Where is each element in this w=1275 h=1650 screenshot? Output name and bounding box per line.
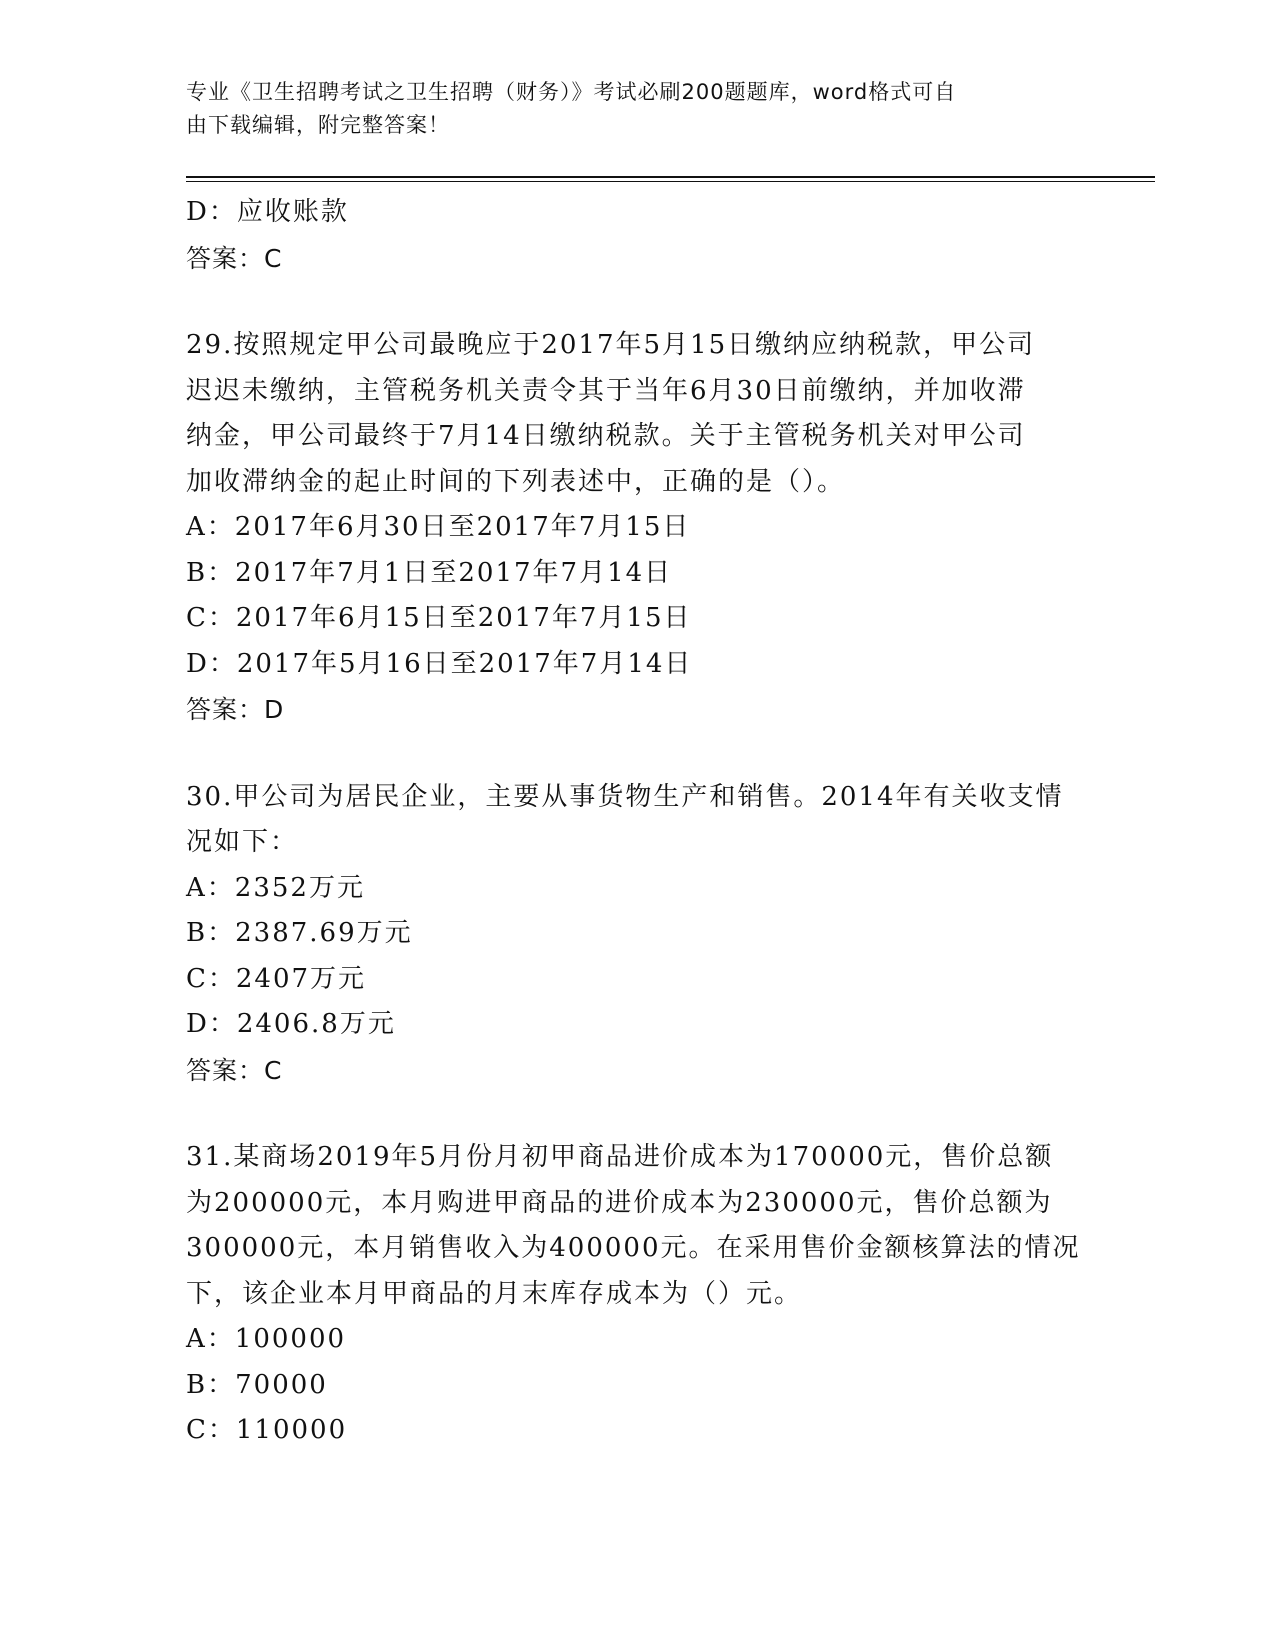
answer-line: 答案：C [186,243,283,273]
question-29 [186,323,1076,733]
option-b: B：70000 [186,1369,328,1400]
question-stem-line: 300000元，本月销售收入为400000元。在采用售价金额核算法的情况 [186,1233,1081,1263]
option-b: B：2017年7月1日至2017年7月14日 [186,557,673,588]
question-28-tail [186,190,1076,281]
question-list [186,190,1081,1454]
question-stem-line: 为200000元，本月购进甲商品的进价成本为230000元，售价总额为 [186,1187,1053,1218]
question-30 [186,775,1076,1094]
option-a: A：2352万元 [186,872,365,903]
option-c: C：110000 [186,1415,348,1445]
question-stem-line: 下，该企业本月甲商品的月末库存成本为（）元。 [186,1278,803,1309]
option-c: C：2017年6月15日至2017年7月15日 [186,603,692,633]
page-header [186,76,1066,142]
header-divider [186,176,1155,178]
question-stem-line: 30.甲公司为居民企业，主要从事货物生产和销售。2014年有关收支情 [186,781,1064,812]
option-a: A：2017年6月30日至2017年7月15日 [186,512,691,542]
option-d: D：2017年5月16日至2017年7月14日 [186,648,693,679]
question-stem-line: 迟迟未缴纳，主管税务机关责令其于当年6月30日前缴纳，并加收滞 [186,375,1026,406]
header-divider [186,181,1155,182]
header-line: 专业《卫生招聘考试之卫生招聘（财务）》考试必刷200题题库，word格式可自 [186,80,957,104]
header-line: 由下载编辑，附完整答案！ [186,113,450,137]
option-b: B：2387.69万元 [186,918,413,948]
question-stem-line: 29.按照规定甲公司最晚应于2017年5月15日缴纳应纳税款，甲公司 [186,330,1036,360]
question-stem-line: 况如下： [186,827,299,857]
question-stem-line: 31.某商场2019年5月份月初甲商品进价成本为170000元，售价总额 [186,1142,1054,1172]
question-stem-line: 加收滞纳金的起止时间的下列表述中，正确的是（）。 [186,466,846,497]
answer-line: 答案：C [186,1055,283,1085]
option-d: D：应收账款 [186,197,349,227]
answer-line: 答案：D [186,695,285,724]
question-31 [186,1135,1081,1454]
option-c: C：2407万元 [186,963,367,994]
option-a: A：100000 [186,1324,347,1354]
option-d: D：2406.8万元 [186,1009,396,1039]
question-stem-line: 纳金，甲公司最终于7月14日缴纳税款。关于主管税务机关对甲公司 [186,421,1026,451]
